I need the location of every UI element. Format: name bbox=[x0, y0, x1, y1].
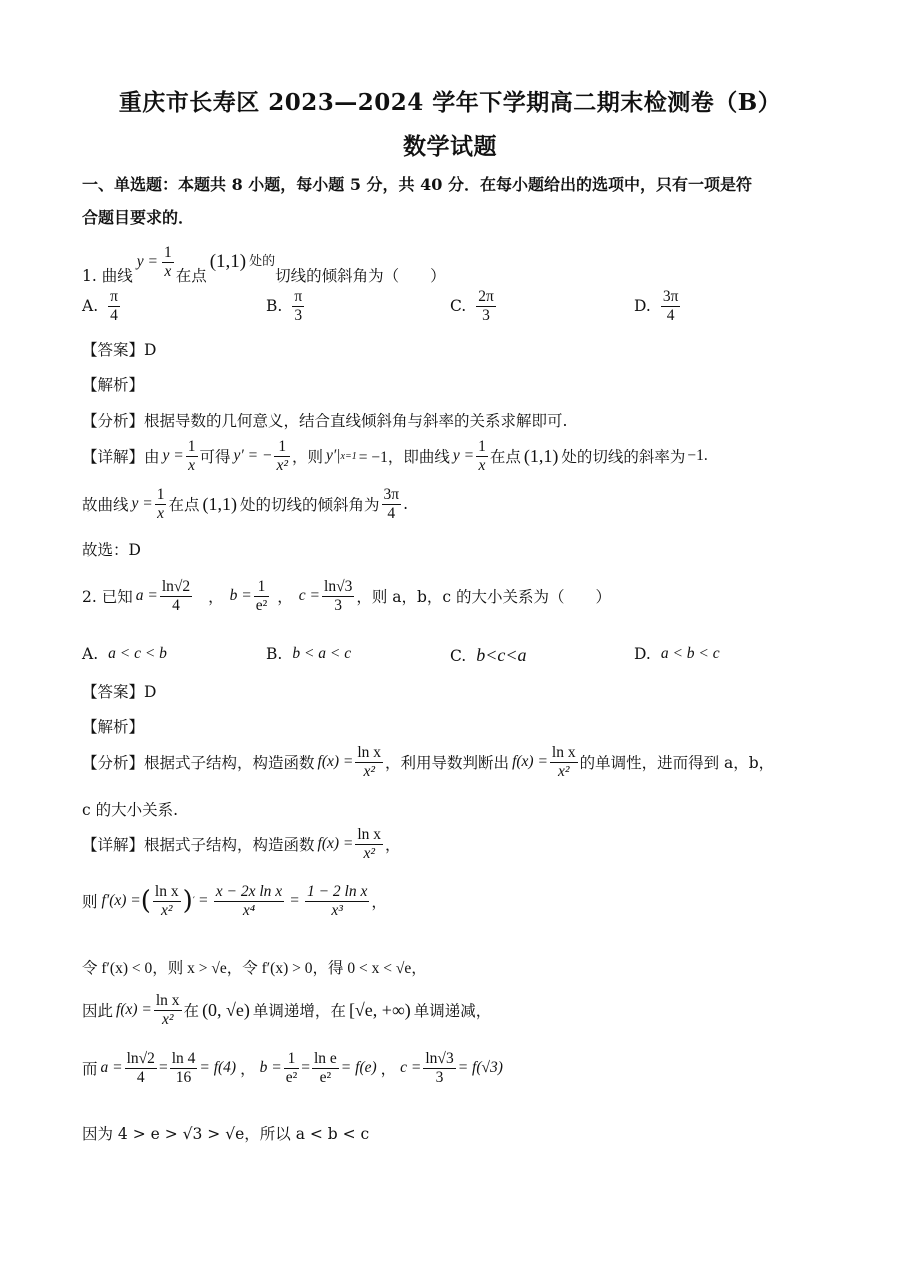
question-1-stem: 1. 曲线 y = $\frac{1}{x}$ 在点 (1,1) 处的 切线的倾斜角为（ ） bbox=[82, 243, 446, 285]
page-subtitle: 数学试题 bbox=[403, 133, 497, 160]
q2-condition: 令 f′(x) < 0，则 x > √e，令 f′(x) > 0，得 0 < x < √e， bbox=[82, 960, 427, 977]
q1-option-a[interactable]: A. $\frac{\pi}{4}$ bbox=[82, 288, 118, 324]
q1-answer: 【答案】D bbox=[82, 341, 157, 359]
q1-conclusion: 故曲线 y = $\frac{1}{x}$ 在点 (1,1) 处的切线的倾斜角为 $\frac{3\pi}{4}$ . bbox=[82, 486, 409, 522]
question-2-stem: 2. 已知 a = $\frac{\ln√2}{4}$ ， b = $\frac{1}{\text{e²}}$ ， c = $\frac{\ln√3}{3}$ ，则 a，b，c 的大小关系为（ ） bbox=[82, 578, 612, 614]
section-heading: 一、单选题：本题共 8 小题，每小题 5 分，共 40 分．在每小题给出的选项中，只有一项是符 bbox=[82, 175, 752, 194]
q1-frac: $\frac{1}{x}$ bbox=[163, 243, 172, 280]
q2-analysis: 【分析】根据式子结构，构造函数 f(x) = $\frac{\text{ln x}}{\text{x²}}$ ，利用导数判断出 f(x) = $\frac{\text{ln x}}{\text{x²}}$ 的单调性，进而得到 a，b， bbox=[82, 744, 775, 780]
q2-derivative: 则 f′(x) = ( $\frac{\text{ln x}}{\text{x²}}$ ) ′ = $\frac{\text{x − 2x ln x}}{\text{x⁴}}$ = $\frac{\text{1 − 2 ln x}}{\text{x³}}$ ， bbox=[82, 883, 387, 919]
q2-detail: 【详解】根据式子结构，构造函数 f(x) = $\frac{\text{ln x}}{\text{x²}}$ ， bbox=[82, 826, 401, 862]
q2-monotonic: 因此 f(x) = $\frac{\text{ln x}}{\text{x²}}$ 在 (0, √e) 单调递增，在 [√e, +∞) 单调递减， bbox=[82, 992, 492, 1028]
q2-final: 因为 4 > e > √3 > √e，所以 a < b < c bbox=[82, 1125, 370, 1143]
q1-analysis: 【分析】根据导数的几何意义，结合直线倾斜角与斜率的关系求解即可. bbox=[82, 412, 568, 430]
q2-answer: 【答案】D bbox=[82, 683, 157, 701]
section-heading-cont: 合题目要求的． bbox=[82, 208, 195, 227]
q1-analysis-label: 【解析】 bbox=[82, 376, 145, 394]
q2-option-c[interactable]: C. b<c<a bbox=[450, 645, 527, 665]
q1-detail: 【详解】 由 y = $\frac{1}{x}$ 可得 y′ = − $\frac{1}{\text{x²}}$ ，则 y′| x=1 = −1，即曲线 y = $\frac{1}{x}$ 在点 (1,1) 处的切线的斜率为 −1. bbox=[82, 438, 708, 474]
q2-values: 而 a = $\frac{\ln√2}{4}$ = $\frac{\ln 4}{16}$ = f(4) ， b = $\frac{1}{\text{e²}}$ = $\frac{\text{ln e}}{\text{e²}}$ = f(e) ， c = $\frac{\ln√3}{3}$ = f(√3) bbox=[82, 1050, 503, 1086]
q2-analysis-label: 【解析】 bbox=[82, 718, 145, 736]
q1-option-b[interactable]: B. $\frac{\pi}{3}$ bbox=[266, 288, 303, 324]
q2-option-b[interactable]: B. b < a < c bbox=[266, 645, 352, 663]
page-title: 重庆市长寿区 2023—2024 学年下学期高二期末检测卷（B） bbox=[118, 89, 782, 116]
q1-option-c[interactable]: C. $\frac{2\pi}{3}$ bbox=[450, 288, 494, 324]
q1-option-d[interactable]: D. $\frac{3\pi}{4}$ bbox=[634, 288, 679, 324]
q2-option-a[interactable]: A. a < c < b bbox=[82, 645, 167, 663]
q1-choose: 故选：D bbox=[82, 541, 141, 559]
q2-option-d[interactable]: D. a < b < c bbox=[634, 645, 720, 663]
q2-analysis-cont: c 的大小关系. bbox=[82, 801, 179, 819]
